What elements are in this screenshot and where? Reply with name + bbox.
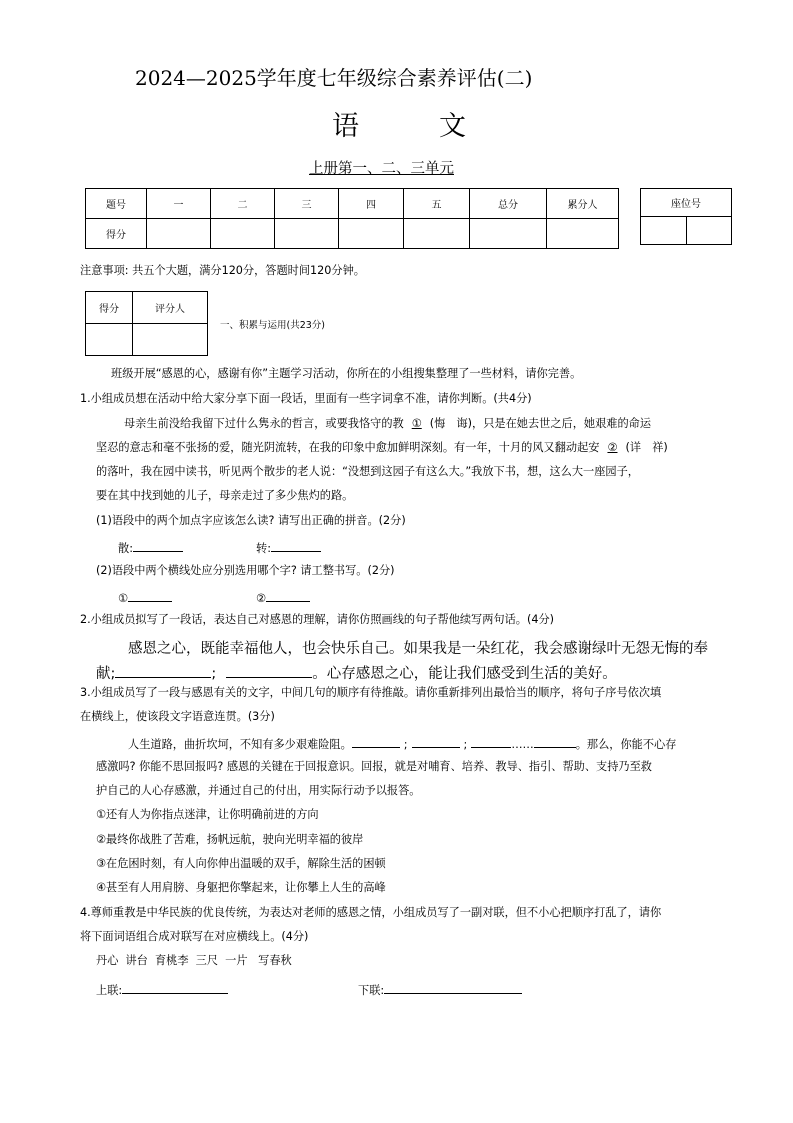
q3-option-2: ②最终你战胜了苦难，扬帆远航，驶向光明幸福的彼岸 — [96, 833, 364, 846]
subject-title — [332, 104, 466, 143]
q2-blank2[interactable] — [226, 664, 312, 678]
san-label: 散: — [118, 542, 133, 555]
q4-upper — [96, 982, 228, 998]
q1-text: 坚忍的意志和毫不张扬的爱，随光阴流转，在我的印象中愈加鲜明深刻。有一年，十月的风又翻动起安 — [96, 441, 600, 454]
q1-ans1 — [118, 590, 172, 606]
q1-para-line2 — [96, 441, 668, 455]
subject-char-2: 文 — [439, 111, 466, 142]
q3-blank4[interactable] — [534, 736, 576, 748]
q3-stem-line1: 3.小组成员写了一段与感恩有关的文字，中间几句的顺序有待推敲。请你重新排列出最恰当的顺序，将句子序号依次填 — [80, 686, 662, 699]
q1-text: 母亲生前没给我留下过什么隽永的哲言，或要我恪守的教 — [124, 417, 404, 430]
q1-zhuan — [256, 540, 321, 556]
q3-option-3: ③在危困时刻，有人向你伸出温暖的双手，解除生活的困顿 — [96, 857, 386, 870]
q3-option-4: ④甚至有人用肩膀、身躯把你擎起来，让你攀上人生的高峰 — [96, 881, 386, 894]
intro-text: 班级开展“感恩的心，感谢有你”主题学习活动，你所在的小组搜集整理了一些材料，请你完善。 — [111, 367, 582, 380]
q2-line2 — [96, 662, 617, 683]
q4-lower — [358, 982, 522, 998]
score-cell[interactable] — [147, 219, 211, 249]
score-header: 总分 — [470, 189, 547, 219]
q1-sub1: (1)语段中的两个加点字应该怎么读? 请写出正确的拼音。(2分) — [96, 514, 406, 527]
ans2-answer-line[interactable] — [266, 590, 310, 602]
score-cell[interactable] — [211, 219, 275, 249]
q3-text: 人生道路，曲折坎坷，不知有多少艰难险阻。 — [128, 738, 352, 751]
q3-text: …… — [511, 738, 534, 751]
q1-ans2 — [256, 590, 310, 606]
grader-score-cell[interactable] — [86, 324, 133, 356]
score-header: 二 — [211, 189, 275, 219]
q3-text: ; — [403, 738, 408, 751]
q2-blank1[interactable] — [115, 664, 211, 678]
q1-san — [118, 540, 183, 556]
notice: 注意事项: 共五个大题，满分120分，答题时间120分钟。 — [80, 264, 365, 277]
q1-option1: (悔 诲)，只是在她去世之后，她艰难的命运 — [429, 417, 652, 430]
grader-score-label: 得分 — [86, 292, 133, 324]
q3-para-line2: 感激吗? 你能不思回报吗? 感恩的关键在于回报意识。回报，就是对哺育、培养、教导、指引、帮助、支持乃至救 — [96, 760, 652, 773]
q3-blank3[interactable] — [471, 736, 511, 748]
q1-blank2[interactable]: ② — [607, 441, 618, 454]
exam-title: 2024—2025学年度七年级综合素养评估(二) — [135, 66, 533, 90]
q4-words: 丹心 讲台 育桃李 三尺 一片 写春秋 — [96, 954, 292, 967]
q2-text: 献; — [96, 666, 116, 682]
score-header: 一 — [147, 189, 211, 219]
score-cell[interactable] — [404, 219, 470, 249]
score-cell[interactable] — [547, 219, 619, 249]
score-cell[interactable] — [470, 219, 547, 249]
q3-stem-line2: 在横线上，使该段文字语意连贯。(3分) — [80, 710, 275, 723]
seat-cell[interactable] — [687, 217, 732, 245]
ans2-label: ② — [256, 592, 267, 605]
score-cell[interactable] — [275, 219, 339, 249]
q1-blank1[interactable]: ① — [411, 417, 422, 430]
q3-para-line3: 护自己的人心存感激，并通过自己的付出，用实际行动予以报答。 — [96, 784, 421, 797]
q2-text: ; — [211, 666, 217, 682]
score-header: 五 — [404, 189, 470, 219]
q3-blank1[interactable] — [352, 736, 400, 748]
seat-table — [640, 188, 732, 245]
q2-stem: 2.小组成员拟写了一段话，表达自己对感恩的理解，请你仿照画线的句子帮他续写两句话。(4分) — [80, 613, 555, 626]
q2-text: 。心存感恩之心，能让我们感受到生活的美好。 — [312, 666, 617, 682]
score-header: 题号 — [86, 189, 147, 219]
q4-stem-line1: 4.尊师重教是中华民族的优良传统，为表达对老师的感恩之情，小组成员写了一副对联，但不小心把顺序打乱了，请你 — [80, 906, 662, 919]
q3-para-line1 — [128, 736, 676, 752]
unit-scope: 上册第一、二、三单元 — [309, 161, 454, 177]
subject-char-1: 语 — [332, 111, 359, 142]
seat-cell[interactable] — [641, 217, 687, 245]
score-header: 三 — [275, 189, 339, 219]
q4-stem-line2: 将下面词语组合成对联写在对应横线上。(4分) — [80, 930, 309, 943]
q3-blank2[interactable] — [412, 736, 460, 748]
grader-cell[interactable] — [133, 324, 208, 356]
grader-label: 评分人 — [133, 292, 208, 324]
upper-label: 上联: — [96, 984, 123, 997]
lower-label: 下联: — [358, 984, 385, 997]
score-table — [85, 188, 619, 249]
seat-label: 座位号 — [641, 189, 732, 217]
zhuan-answer-line[interactable] — [271, 540, 321, 552]
grader-table — [85, 291, 208, 356]
q3-text: ; — [463, 738, 468, 751]
q1-para-line3: 的落叶，我在园中读书，听见两个散步的老人说：“没想到这园子有这么大。”我放下书，想，这么大一座园子， — [96, 465, 639, 478]
score-cell[interactable] — [339, 219, 404, 249]
ans1-label: ① — [118, 592, 129, 605]
q3-option-1: ①还有人为你指点迷津，让你明确前进的方向 — [96, 808, 319, 821]
q1-stem: 1.小组成员想在活动中给大家分享下面一段话，里面有一些字词拿不准，请你判断。(共4分) — [80, 392, 532, 405]
q2-line1: 感恩之心，既能幸福他人，也会快乐自己。如果我是一朵红花，我会感谢绿叶无怨无悔的奉 — [128, 641, 708, 657]
lower-answer-line[interactable] — [384, 982, 522, 994]
upper-answer-line[interactable] — [122, 982, 228, 994]
zhuan-label: 转: — [256, 542, 271, 555]
q1-para-line1 — [124, 417, 651, 431]
q3-text: 。那么，你能不心存 — [575, 738, 677, 751]
q1-para-line4: 要在其中找到她的儿子，母亲走过了多少焦灼的路。 — [96, 489, 354, 502]
score-header: 四 — [339, 189, 404, 219]
q1-sub2: (2)语段中两个横线处应分别选用哪个字? 请工整书写。(2分) — [96, 564, 395, 577]
score-row-label: 得分 — [86, 219, 147, 249]
section1-title: 一、积累与运用(共23分) — [220, 320, 326, 331]
q1-option2: (详 祥) — [625, 441, 668, 454]
score-header: 累分人 — [547, 189, 619, 219]
san-answer-line[interactable] — [133, 540, 183, 552]
ans1-answer-line[interactable] — [128, 590, 172, 602]
